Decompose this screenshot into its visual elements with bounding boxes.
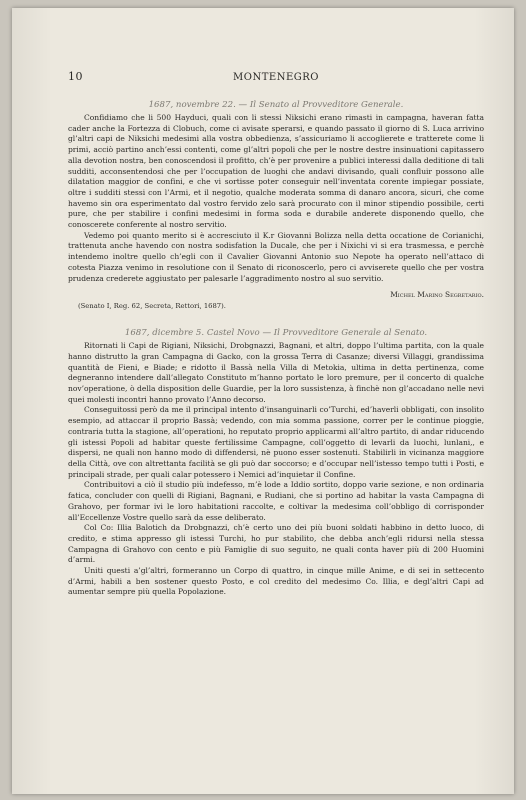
section-gap	[68, 311, 484, 327]
entry-2-paragraph-2: Conseguitossi però da me il principal intento d’insanguinarli co’Turchi, ed’haverli obbligati, con insolito esempio, ad attaccar il proprio Bassà; vedendo, con mia somma passione, correr per le continue pioggie, contraria tutta la stagione, all’operationi, ho reputato proprio applicarmi all’altro partito, di andar riducendo gli istessi Popoli ad habitar queste fertilissime Campagne, coll’oggetto di levarli da luochi, lunlani,, e dispersi, ne quali non hanno modo di diffendersi, nè puono esser sostenuti. Stabilirli in vicinanza maggiore della Città, ove con altrettanta facilità se gli può dar soccorso; e d’occupar nell’istesso tempo tutti i Posti, e principali strade, per quali calar potessero i Nemici ad’inquietar il Confine.	[68, 405, 484, 479]
entry-1-signature: Michel Marino Segretario.	[390, 290, 484, 300]
document-page	[12, 8, 514, 794]
running-head	[68, 70, 484, 83]
entry-1-paragraph-1: Confidiamo che li 500 Hayduci, quali con li stessi Niksichi erano rimasti in campagna, haveran fatta cader anche la Fortezza di Clobuch, come ci avisate sperarsi, e quando passato il giorno di S. Luca arrivino gl’altri capi de Niksichi medesimi alla vostra obbedienza, s’assicuriamo li accoglierete e tratterete come li primi, acciò partino anch’essi contenti, come gl’altri popoli che per le nostre destre insinuationi capitassero alla devotion nostra, ben conoscendosi il profitto, ch’è per provenire a publici interessi dalla deditione di tali sudditi, acconsentendosi che per l’occupation de luoghi che andavi divisando, quali confluir possono alle dilatation maggior de confini, e che vi sortisse poter conseguir nell’inventata corente impiegar possiate, oltre i sudditi stessi con l’Armi, et il negotio, qualche moderata somma di danaro ancora, sicuri, che come havemo sin ora esperimentato dal vostro fervido zelo sarà procurato con il minor stipendio possibile, certi pure, che per stabilire i confini medesimi in forma soda e durabile anderete disponendo quello, che conoscerete conferente al nostro servitio.	[68, 113, 484, 230]
entry-2-heading: 1687, dicembre 5. Castel Novo — Il Provveditore Generale al Senato.	[124, 328, 428, 339]
entry-1-paragraph-2: Vedemo poi quanto merito si è accresciuto il K.r Giovanni Bolizza nella detta occatione de Corianichi, trattenuta anche havendo con nostra sodisfation la Ducale, che per i Nixichi vi si era trasmessa, e perchè intendemo inoltre quello ch’egli con il Cavalier Giovanni Antonio suo Nepote ha operato nell’attaco di cotesta Piazza venimo in resolutione con il Senato di riconoscerlo, pero ci avviserete quello che per vostra prudenza crederete aggiustato per palesarle l’aggradimento nostro al suo servitio.	[68, 230, 484, 283]
entry-2-paragraph-1: Ritornati li Capi de Rigiani, Niksichi, Drobgnazzi, Bagnani, et altri, doppo l’ultima partita, con la quale hanno distrutto la gran Campagna di Gacko, con la grossa Terra di Casanze; diversi Villaggi, grandissima quantità de Fieni, e Biade; e ridotto il Bassà nella Villa di Metokia, ultima in detta pertinenza, come degneranno intendere dall’allegato Constituto m’hanno portato le loro premure, per il concerto di qualche nov’operatione, ò della disposition delle Guardie, per la loro sussistenza, à finchè non gl’accadano nelle nevi quei molesti incontri hanno provato l’Anno decorso.	[68, 341, 484, 404]
entry-2-paragraph-5: Uniti questi a’gl’altri, formeranno un Corpo di quattro, in cinque mille Anime, e di sei in settecento d’Armi, habili a ben sostener questo Posto, e col credito del medesimo Co. Illia, e degl’altri Capi ad aumentar sempre più quella Popolazione.	[68, 566, 484, 597]
entry-2-paragraph-3: Contribuitovi a ciò il studio più indefesso, m’è lode a Iddio sortito, doppo varie sezione, e non ordinaria fatica, concluder con quelli di Rigiani, Bagnani, e Rudiani, che si portino ad habitar la vasta Campagna di Grahovo, per formar ivi le loro habitationi raccolte, e coltivar la medesima coll’obbligo di corrisponder all’Eccellenze Vostre quello sarà da esse deliberato.	[68, 480, 484, 522]
entry-2	[68, 327, 484, 598]
running-title: MONTENEGRO	[233, 72, 319, 83]
page-number: 10	[68, 70, 83, 83]
page-content	[68, 70, 484, 598]
entry-1-archival-reference: (Senato I, Reg. 62, Secreta, Rettori, 1687).	[78, 302, 226, 311]
entry-1-reference-row	[68, 301, 484, 311]
entry-1-heading: 1687, novembre 22. — Il Senato al Provveditore Generale.	[148, 100, 404, 110]
entry-1	[68, 99, 484, 311]
entry-2-paragraph-4: Col Co: Illia Balotich da Drobgnazzi, ch’è certo uno dei più buoni soldati habbino in detto luoco, di credito, e stima appresso gli istessi Turchi, ho pur stabilito, che debba anch’egli ridursi nella stessa Campagna di Grahovo con cento e più Famiglie di suo seguito, ne quali conta haver più di 200 Huomini d’armi.	[68, 523, 484, 565]
